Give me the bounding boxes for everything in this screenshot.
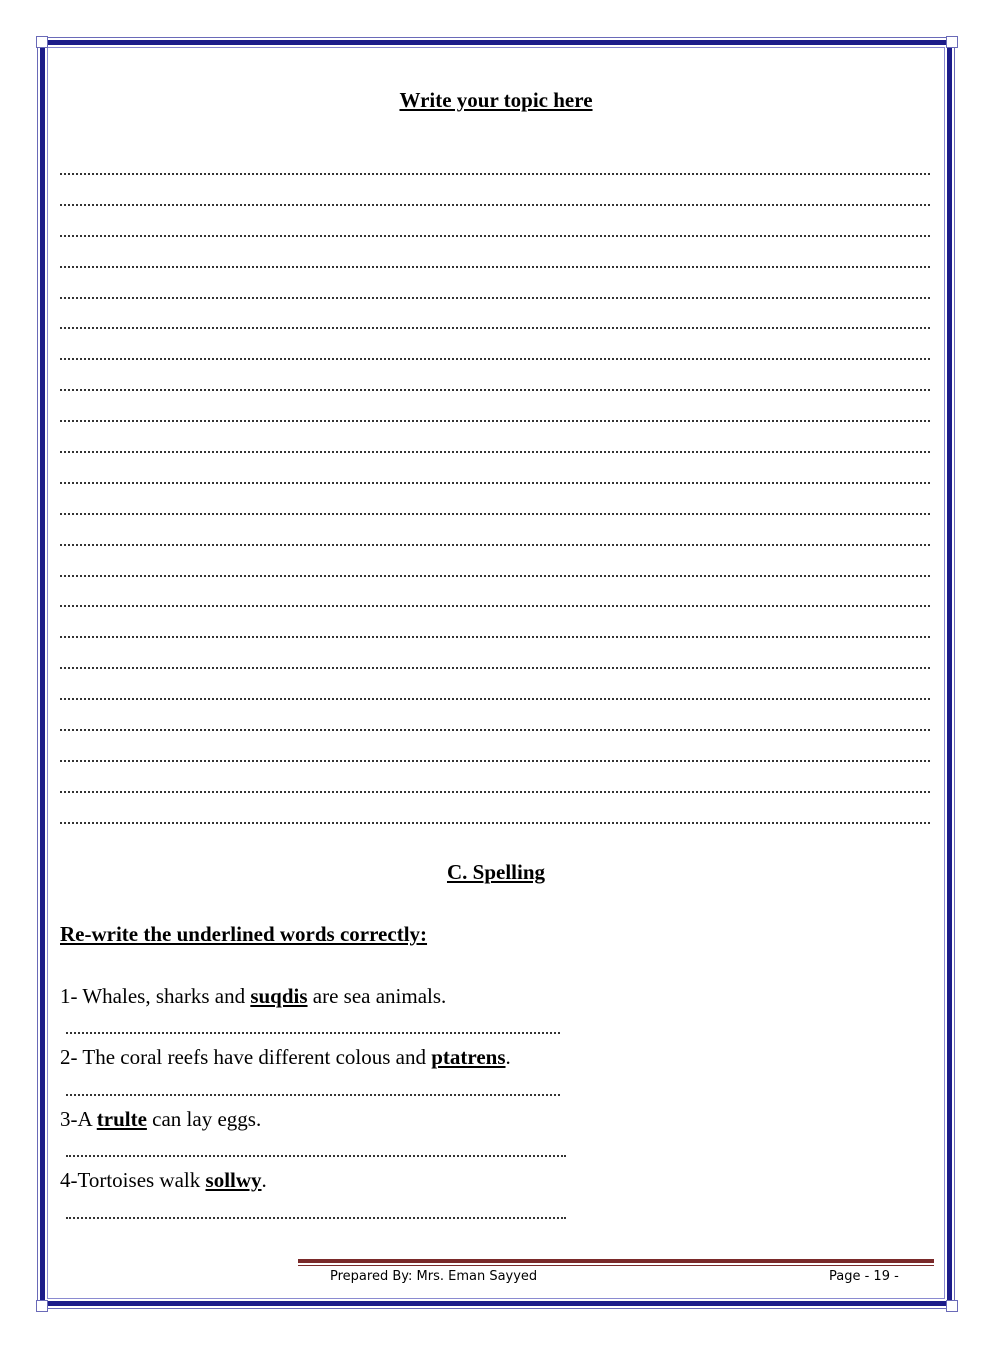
question-text-before: 1- Whales, sharks and bbox=[60, 984, 251, 1008]
writing-line[interactable] bbox=[60, 673, 930, 700]
border-corner-ornament bbox=[946, 36, 958, 48]
writing-line[interactable] bbox=[60, 364, 930, 391]
writing-line[interactable] bbox=[60, 148, 930, 175]
writing-line[interactable] bbox=[60, 766, 930, 793]
footer-rule bbox=[298, 1259, 934, 1263]
writing-line[interactable] bbox=[60, 550, 930, 577]
question-3 bbox=[60, 1107, 261, 1132]
writing-line[interactable] bbox=[60, 395, 930, 422]
question-text-before: 2- The coral reefs have different colous and bbox=[60, 1045, 432, 1069]
border-corner-ornament bbox=[946, 1300, 958, 1312]
section-title: C. Spelling bbox=[446, 860, 546, 884]
writing-line[interactable] bbox=[60, 426, 930, 453]
question-4 bbox=[60, 1168, 267, 1193]
writing-line[interactable] bbox=[60, 272, 930, 299]
writing-line[interactable] bbox=[60, 642, 930, 669]
misspelled-word: trulte bbox=[96, 1107, 147, 1131]
question-text-after: . bbox=[261, 1168, 267, 1192]
writing-line[interactable] bbox=[60, 797, 930, 824]
answer-line-1[interactable] bbox=[66, 1030, 560, 1034]
writing-line[interactable] bbox=[60, 210, 930, 237]
writing-line[interactable] bbox=[60, 735, 930, 762]
writing-line[interactable] bbox=[60, 488, 930, 515]
writing-area[interactable] bbox=[60, 148, 930, 828]
question-text-after: . bbox=[505, 1045, 511, 1069]
writing-line[interactable] bbox=[60, 241, 930, 268]
writing-line[interactable] bbox=[60, 333, 930, 360]
footer-rule-thin bbox=[298, 1265, 934, 1266]
misspelled-word: sollwy bbox=[205, 1168, 262, 1192]
question-text-before: 3-A bbox=[60, 1107, 97, 1131]
writing-line[interactable] bbox=[60, 704, 930, 731]
writing-line[interactable] bbox=[60, 580, 930, 607]
question-text-before: 4-Tortoises walk bbox=[60, 1168, 206, 1192]
answer-line-2[interactable] bbox=[66, 1092, 560, 1096]
writing-line[interactable] bbox=[60, 519, 930, 546]
writing-line[interactable] bbox=[60, 457, 930, 484]
footer-page-number: Page - 19 - bbox=[829, 1269, 899, 1284]
writing-line[interactable] bbox=[60, 302, 930, 329]
answer-line-4[interactable] bbox=[66, 1215, 566, 1219]
question-2 bbox=[60, 1045, 511, 1070]
writing-line[interactable] bbox=[60, 179, 930, 206]
misspelled-word: ptatrens bbox=[431, 1045, 506, 1069]
question-text-after: are sea animals. bbox=[307, 984, 447, 1008]
topic-title: Write your topic here bbox=[399, 88, 593, 112]
border-corner-ornament bbox=[36, 1300, 48, 1312]
answer-line-3[interactable] bbox=[66, 1153, 566, 1157]
instruction-text: Re-write the underlined words correctly: bbox=[60, 922, 428, 946]
writing-line[interactable] bbox=[60, 611, 930, 638]
border-corner-ornament bbox=[36, 36, 48, 48]
footer-prepared-by: Prepared By: Mrs. Eman Sayyed bbox=[330, 1269, 538, 1284]
misspelled-word: suqdis bbox=[250, 984, 308, 1008]
question-text-after: can lay eggs. bbox=[146, 1107, 262, 1131]
question-1 bbox=[60, 984, 446, 1009]
